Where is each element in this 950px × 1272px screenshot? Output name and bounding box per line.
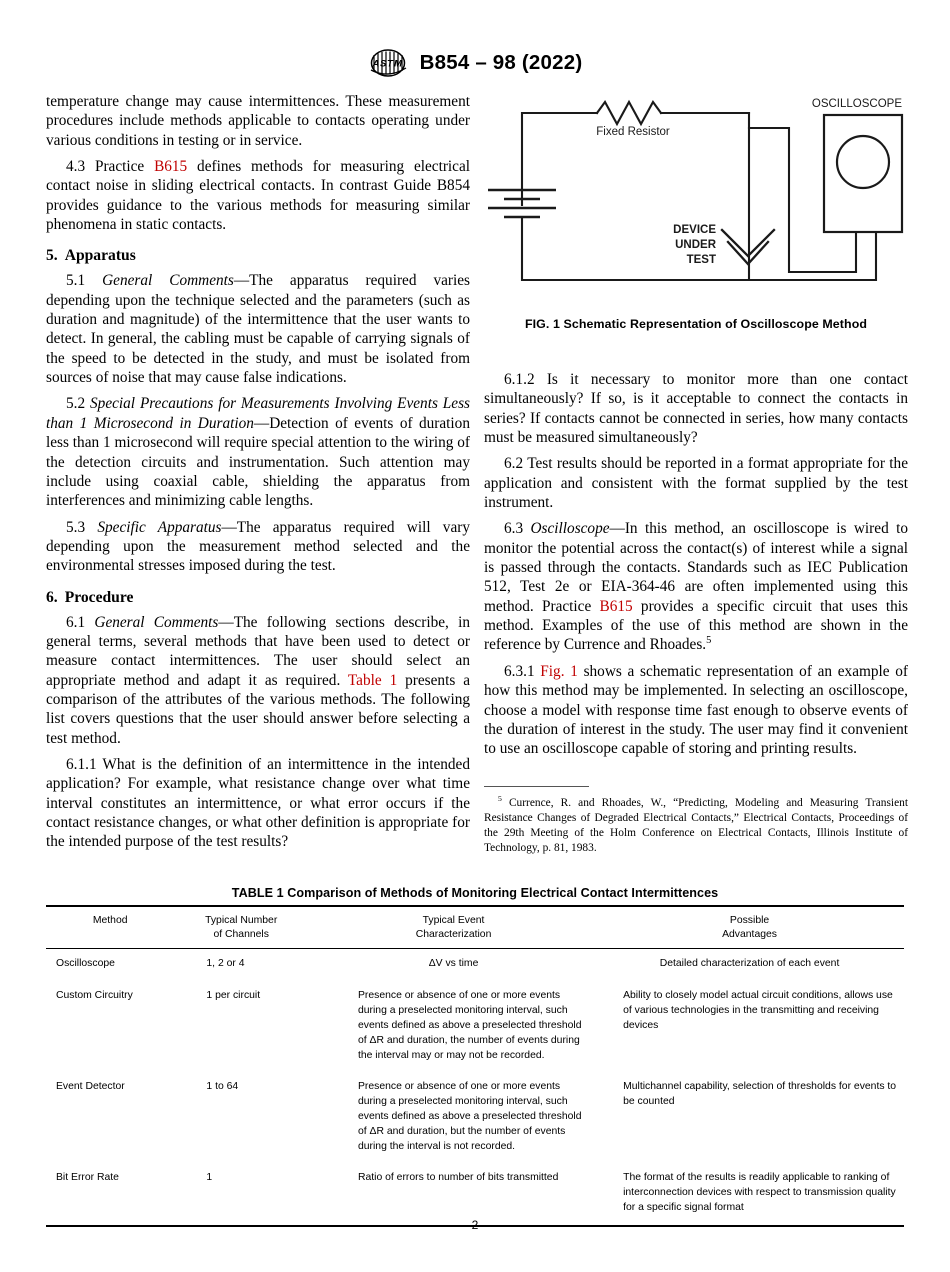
header-line-2: of Channels [213, 928, 269, 940]
paragraph-6-2 [484, 454, 908, 512]
table-head [46, 906, 904, 949]
paragraph-number: 5.2 [66, 395, 86, 413]
section-label: Procedure [64, 588, 134, 606]
paragraph-text: shows a schematic representation of an example of how this method may be implemented. In selecting an oscilloscope, choose a model with response time fast enough to observe events of the duration of interest in the study. The user may find it convenient to use an oscilloscope capable of storing and printing results. [484, 662, 909, 758]
xref-b615[interactable]: B615 [599, 597, 633, 615]
oscilloscope-screen [837, 136, 889, 188]
section-number: 5. [46, 247, 58, 265]
footnote-separator [484, 786, 589, 787]
paragraph-text: —The apparatus required will vary depending upon the measurement method selected and the environmental stresses imposed during the test. [46, 518, 470, 575]
paragraph-title: Special Precautions for Measurements Involving Events Less than 1 Microsecond in Duration [46, 395, 470, 432]
table-title: TABLE 1 Comparison of Methods of Monitoring Electrical Contact Intermittences [231, 886, 719, 900]
paragraph-6-1-2 [484, 370, 908, 447]
section-heading-5 [46, 247, 470, 265]
circuit-schematic [484, 90, 908, 305]
oscilloscope-box [824, 115, 902, 232]
header-line-1: Typical Event [422, 915, 485, 926]
paragraph-title: General Comments [94, 613, 219, 631]
paragraph-text-before: —In this method, an oscilloscope is wired to monitor the potential across the contact(s) of interest while a signal is passed through the contacts. Standards such as IEC Publication 512, Test 2e or EIA-364-46 are often implemented using this method. Practice [484, 520, 908, 615]
cell-characterization: Presence or absence of one or more events during a preselected monitoring interval, such events defined as above a preselected threshold of ΔR and duration, the number of events during the interval may or may not be recorded. [357, 989, 582, 1061]
table-row [46, 1072, 904, 1163]
svg-text:M: M [393, 58, 402, 70]
paragraph-text-pre: Practice [85, 158, 155, 176]
label-fixed-resistor: Fixed Resistor [596, 126, 670, 138]
cell-advantages: Detailed characterization of each event [659, 958, 840, 970]
paragraph-text: temperature change may cause intermittences. These measurement procedures include methods applicable to contacts operating under various conditions in testing or in service. [46, 93, 470, 149]
label-oscilloscope: OSCILLOSCOPE [811, 98, 902, 110]
paragraph-text-post: defines methods for measuring electrical contact noise in sliding electrical contacts. In contrast Guide B854 provides guidance to the various methods for measuring similar phenomena in static contacts. [46, 158, 470, 234]
paragraph-number: 6.3 [504, 520, 524, 538]
paragraph-6-1 [46, 613, 470, 748]
table-1-block [46, 886, 904, 1227]
paragraph-5-2 [46, 394, 470, 510]
paragraph-number: 6.1 [66, 613, 86, 631]
footnote-block [484, 786, 908, 856]
column-header-advantages [595, 906, 904, 949]
cell-method: Event Detector [56, 1080, 125, 1092]
svg-text:A: A [372, 58, 379, 70]
paragraph-6-3-1 [484, 662, 908, 759]
cell-advantages: The format of the results is readily applicable to ranking of interconnection devices with respect to transmission quality for a specific signal format [623, 1172, 896, 1214]
footnote-marker[interactable]: 5 [706, 635, 712, 647]
cell-channels: 1 per circuit [206, 989, 261, 1001]
paragraph-6-3 [484, 519, 908, 654]
column-header-channels [170, 906, 312, 949]
column-header-method [46, 906, 170, 949]
cell-channels: 1 to 64 [206, 1080, 239, 1092]
paragraph-5-3 [46, 518, 470, 576]
paragraph-text: Test results should be reported in a format appropriate for the application and consistent with the format supplied by the test instrument. [484, 455, 908, 512]
label-device-line2: UNDER [675, 239, 716, 251]
cell-channels: 1, 2 or 4 [206, 958, 245, 970]
paragraph-number: 6.2 [504, 455, 524, 473]
paragraph-title: Oscilloscope [530, 520, 610, 538]
section-label: Apparatus [64, 247, 136, 265]
header-line-2: Characterization [415, 928, 492, 940]
paragraph-text: —The apparatus required varies depending upon the technique selected and the parameters (such as duration and magnitude) of the intermittence that the user wants to detect. In general, the cabling must be capable of carrying signals of the speed to be detected in the study, and must be isolated from sources of noise that may cause false indications. [46, 272, 470, 387]
footnote-number: 5 [498, 794, 502, 804]
xref-fig-1[interactable]: Fig. 1 [540, 662, 578, 680]
cell-advantages: Ability to closely model actual circuit conditions, allows use of various technologies in the transmitting and receiving devices [623, 989, 893, 1031]
paragraph-number: 6.1.1 [66, 755, 97, 773]
footnote-5 [484, 796, 908, 856]
document-designation: B854 – 98 (2022) [419, 51, 583, 74]
header-line-1: Typical Number [205, 915, 278, 926]
paragraph-title: General Comments [102, 272, 234, 290]
column-header-characterization [312, 906, 595, 949]
header-line-1: Possible [729, 915, 770, 926]
paragraph-text-after: provides a specific circuit that uses this method. Examples of the use of this method are shown in the reference by Currence and Rhoades. [484, 597, 908, 654]
section-number: 6. [46, 588, 58, 606]
left-text-column [46, 92, 470, 852]
paragraph-text-before: —The following sections describe, in general terms, several methods that have been used to detect or measure contact intermittences. The user should select an appropriate method and adapt it as required. [46, 613, 470, 689]
comparison-table [46, 905, 904, 1227]
cell-characterization: Ratio of errors to number of bits transmitted [357, 1172, 559, 1184]
paragraph-number: 6.3.1 [504, 662, 535, 680]
footnote-body: Currence, R. and Rhoades, W., “Predicting, Modeling and Measuring Transient Resistance Changes of Degraded Electrical Contacts,” Electrical Contacts, Proceedings of the 29th Meeting of the Holm Conference on Electrical Contacts, Illinois Institute of Technology, p. 81, 1983. [484, 797, 908, 855]
paragraph-4-3 [46, 157, 470, 234]
svg-text:T: T [386, 58, 393, 70]
table-header-row [46, 906, 904, 949]
paragraph-text: —Detection of events of duration less than 1 microsecond will require special attention to the wiring of the detection circuits and instrumentation. Such attention may include using coaxial cable, shielding the apparatus from interferences and minimizing cable lengths. [46, 414, 470, 510]
table-body [46, 949, 904, 1226]
cell-characterization: Presence or absence of one or more events during a preselected monitoring interval, such events defined as above a preselected threshold of ΔR and duration, but the number of events during the interval is not recorded. [357, 1080, 582, 1153]
page-number: 2 [471, 1218, 479, 1232]
header-line-2: Advantages [722, 928, 777, 940]
xref-table-1[interactable]: Table 1 [347, 671, 398, 689]
cell-characterization: ΔV vs time [428, 958, 479, 970]
paragraph-title: Specific Apparatus [97, 518, 222, 536]
section-heading-6 [46, 589, 470, 607]
figure-caption: FIG. 1 Schematic Representation of Oscilloscope Method [524, 317, 868, 331]
cell-method: Oscilloscope [56, 958, 115, 970]
table-row [46, 981, 904, 1072]
table-row [46, 949, 904, 981]
right-text-column [484, 370, 908, 759]
paragraph-5-1 [46, 271, 470, 387]
cell-method: Custom Circuitry [56, 989, 133, 1001]
xref-b615[interactable]: B615 [154, 158, 188, 176]
paragraph-6-1-1 [46, 755, 470, 852]
paragraph-number: 6.1.2 [504, 371, 535, 388]
paragraph-text: What is the definition of an intermittence in the intended application? For example, what resistance change over what time interval constitutes an intermittence, or what error occurs if the contact resistance changes, or what other definition is appropriate for the intended purpose of the test results? [46, 755, 470, 851]
page-header [0, 48, 950, 78]
svg-text:S: S [379, 58, 386, 70]
astm-logo [368, 48, 410, 78]
cell-channels: 1 [206, 1172, 213, 1184]
paragraph-number: 5.1 [66, 272, 86, 290]
paragraph-text-after: presents a comparison of the attributes of the various methods. The following list covers questions that the user should answer before selecting a test method. [46, 671, 470, 747]
label-device-line3: TEST [686, 254, 716, 266]
label-device-line1: DEVICE [673, 224, 716, 236]
header-line-1: Method [92, 915, 128, 926]
cell-method: Bit Error Rate [56, 1172, 119, 1184]
paragraph-text: Is it necessary to monitor more than one contact simultaneously? If so, is it acceptable to connect the contacts in series? If contacts cannot be connected in series, how many contacts must be measured simultaneously? [484, 371, 908, 447]
paragraph-number: 4.3 [66, 158, 86, 176]
table-row [46, 1163, 904, 1225]
cell-advantages: Multichannel capability, selection of thresholds for events to be counted [623, 1080, 897, 1108]
figure-1 [484, 90, 908, 331]
paragraph-continued [46, 92, 470, 150]
paragraph-number: 5.3 [66, 518, 86, 536]
